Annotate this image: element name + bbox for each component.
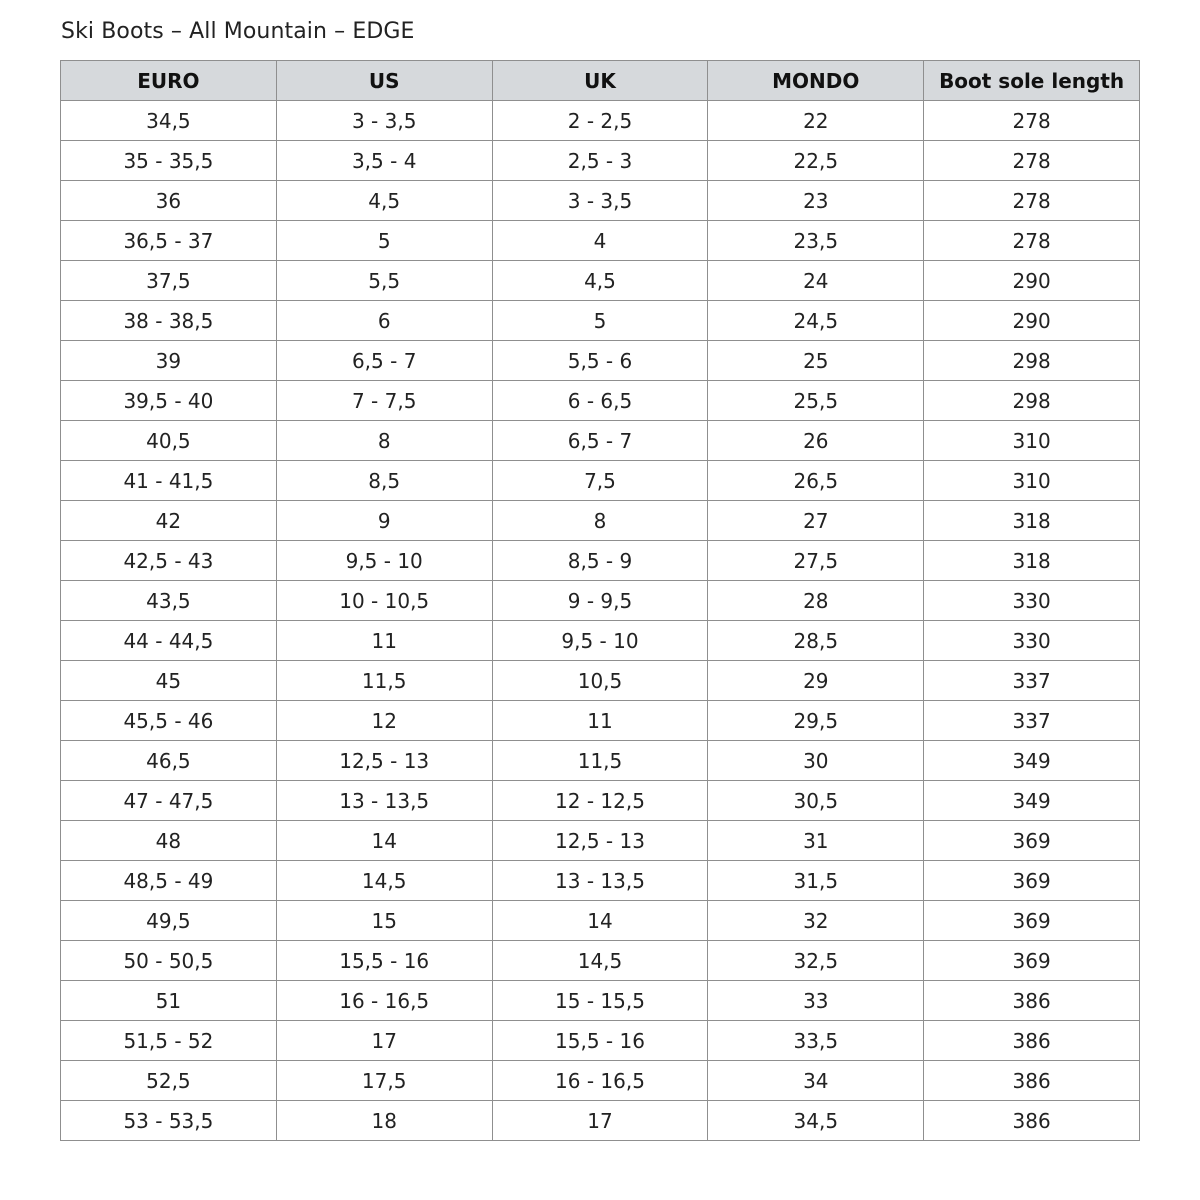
- cell-euro: 50 - 50,5: [61, 941, 277, 981]
- table-row: [61, 181, 1140, 221]
- table-row: [61, 461, 1140, 501]
- cell-us: 7 - 7,5: [276, 381, 492, 421]
- cell-mondo: 24,5: [708, 301, 924, 341]
- table-row: [61, 781, 1140, 821]
- cell-mondo: 34: [708, 1061, 924, 1101]
- cell-mondo: 27: [708, 501, 924, 541]
- table-body: [61, 101, 1140, 1141]
- cell-boot-sole-length: 330: [924, 621, 1140, 661]
- cell-mondo: 30,5: [708, 781, 924, 821]
- cell-us: 10 - 10,5: [276, 581, 492, 621]
- cell-us: 8: [276, 421, 492, 461]
- cell-uk: 2 - 2,5: [492, 101, 708, 141]
- cell-boot-sole-length: 278: [924, 141, 1140, 181]
- table-row: [61, 821, 1140, 861]
- cell-uk: 10,5: [492, 661, 708, 701]
- cell-us: 6,5 - 7: [276, 341, 492, 381]
- header-euro: EURO: [61, 61, 277, 101]
- cell-us: 16 - 16,5: [276, 981, 492, 1021]
- cell-mondo: 27,5: [708, 541, 924, 581]
- cell-euro: 43,5: [61, 581, 277, 621]
- cell-boot-sole-length: 318: [924, 501, 1140, 541]
- cell-boot-sole-length: 298: [924, 341, 1140, 381]
- cell-boot-sole-length: 318: [924, 541, 1140, 581]
- cell-euro: 42,5 - 43: [61, 541, 277, 581]
- cell-uk: 11: [492, 701, 708, 741]
- cell-mondo: 30: [708, 741, 924, 781]
- cell-euro: 53 - 53,5: [61, 1101, 277, 1141]
- header-row: [61, 61, 1140, 101]
- cell-euro: 46,5: [61, 741, 277, 781]
- cell-uk: 9,5 - 10: [492, 621, 708, 661]
- cell-us: 3,5 - 4: [276, 141, 492, 181]
- cell-us: 3 - 3,5: [276, 101, 492, 141]
- cell-us: 13 - 13,5: [276, 781, 492, 821]
- cell-euro: 52,5: [61, 1061, 277, 1101]
- cell-uk: 11,5: [492, 741, 708, 781]
- cell-mondo: 31,5: [708, 861, 924, 901]
- cell-us: 18: [276, 1101, 492, 1141]
- cell-uk: 14,5: [492, 941, 708, 981]
- cell-boot-sole-length: 278: [924, 101, 1140, 141]
- cell-mondo: 29: [708, 661, 924, 701]
- table-row: [61, 1061, 1140, 1101]
- cell-us: 14,5: [276, 861, 492, 901]
- cell-euro: 47 - 47,5: [61, 781, 277, 821]
- cell-euro: 34,5: [61, 101, 277, 141]
- cell-mondo: 33: [708, 981, 924, 1021]
- cell-uk: 6 - 6,5: [492, 381, 708, 421]
- table-header: [61, 61, 1140, 101]
- cell-euro: 39,5 - 40: [61, 381, 277, 421]
- table-row: [61, 381, 1140, 421]
- cell-uk: 12,5 - 13: [492, 821, 708, 861]
- table-row: [61, 501, 1140, 541]
- header-uk: UK: [492, 61, 708, 101]
- table-row: [61, 1021, 1140, 1061]
- cell-uk: 13 - 13,5: [492, 861, 708, 901]
- cell-us: 15,5 - 16: [276, 941, 492, 981]
- cell-us: 12,5 - 13: [276, 741, 492, 781]
- cell-boot-sole-length: 278: [924, 181, 1140, 221]
- table-row: [61, 861, 1140, 901]
- cell-us: 5,5: [276, 261, 492, 301]
- cell-euro: 37,5: [61, 261, 277, 301]
- cell-uk: 5,5 - 6: [492, 341, 708, 381]
- cell-uk: 8,5 - 9: [492, 541, 708, 581]
- cell-boot-sole-length: 369: [924, 901, 1140, 941]
- cell-euro: 40,5: [61, 421, 277, 461]
- table-row: [61, 261, 1140, 301]
- header-mondo: MONDO: [708, 61, 924, 101]
- header-us: US: [276, 61, 492, 101]
- cell-boot-sole-length: 298: [924, 381, 1140, 421]
- cell-boot-sole-length: 369: [924, 821, 1140, 861]
- cell-mondo: 33,5: [708, 1021, 924, 1061]
- cell-us: 4,5: [276, 181, 492, 221]
- cell-us: 11: [276, 621, 492, 661]
- cell-mondo: 26,5: [708, 461, 924, 501]
- cell-mondo: 24: [708, 261, 924, 301]
- cell-us: 12: [276, 701, 492, 741]
- cell-boot-sole-length: 386: [924, 1061, 1140, 1101]
- table-row: [61, 981, 1140, 1021]
- cell-uk: 6,5 - 7: [492, 421, 708, 461]
- cell-us: 14: [276, 821, 492, 861]
- table-row: [61, 541, 1140, 581]
- cell-mondo: 31: [708, 821, 924, 861]
- cell-euro: 48,5 - 49: [61, 861, 277, 901]
- header-boot-sole-length: Boot sole length: [924, 61, 1140, 101]
- page-title: Ski Boots – All Mountain – EDGE: [61, 19, 415, 44]
- cell-mondo: 28: [708, 581, 924, 621]
- cell-uk: 4,5: [492, 261, 708, 301]
- cell-mondo: 29,5: [708, 701, 924, 741]
- cell-euro: 51,5 - 52: [61, 1021, 277, 1061]
- table-row: [61, 901, 1140, 941]
- cell-boot-sole-length: 369: [924, 861, 1140, 901]
- cell-us: 9: [276, 501, 492, 541]
- size-chart-table: [60, 60, 1140, 1141]
- cell-us: 17,5: [276, 1061, 492, 1101]
- cell-us: 6: [276, 301, 492, 341]
- cell-mondo: 32,5: [708, 941, 924, 981]
- cell-mondo: 23,5: [708, 221, 924, 261]
- cell-euro: 49,5: [61, 901, 277, 941]
- table-row: [61, 341, 1140, 381]
- cell-boot-sole-length: 349: [924, 781, 1140, 821]
- cell-uk: 12 - 12,5: [492, 781, 708, 821]
- cell-uk: 16 - 16,5: [492, 1061, 708, 1101]
- cell-boot-sole-length: 278: [924, 221, 1140, 261]
- cell-mondo: 25,5: [708, 381, 924, 421]
- cell-boot-sole-length: 369: [924, 941, 1140, 981]
- table-row: [61, 1101, 1140, 1141]
- cell-uk: 17: [492, 1101, 708, 1141]
- cell-euro: 36,5 - 37: [61, 221, 277, 261]
- table-row: [61, 621, 1140, 661]
- cell-euro: 41 - 41,5: [61, 461, 277, 501]
- cell-uk: 5: [492, 301, 708, 341]
- cell-euro: 35 - 35,5: [61, 141, 277, 181]
- cell-uk: 14: [492, 901, 708, 941]
- table-row: [61, 101, 1140, 141]
- table-row: [61, 141, 1140, 181]
- cell-uk: 4: [492, 221, 708, 261]
- cell-us: 11,5: [276, 661, 492, 701]
- cell-uk: 15,5 - 16: [492, 1021, 708, 1061]
- cell-euro: 48: [61, 821, 277, 861]
- cell-boot-sole-length: 337: [924, 701, 1140, 741]
- cell-uk: 15 - 15,5: [492, 981, 708, 1021]
- cell-boot-sole-length: 290: [924, 301, 1140, 341]
- cell-us: 15: [276, 901, 492, 941]
- cell-uk: 3 - 3,5: [492, 181, 708, 221]
- table-row: [61, 301, 1140, 341]
- cell-mondo: 22,5: [708, 141, 924, 181]
- table-row: [61, 701, 1140, 741]
- cell-euro: 36: [61, 181, 277, 221]
- cell-mondo: 32: [708, 901, 924, 941]
- cell-mondo: 23: [708, 181, 924, 221]
- cell-mondo: 25: [708, 341, 924, 381]
- cell-boot-sole-length: 386: [924, 981, 1140, 1021]
- cell-uk: 7,5: [492, 461, 708, 501]
- cell-mondo: 22: [708, 101, 924, 141]
- cell-boot-sole-length: 310: [924, 421, 1140, 461]
- cell-mondo: 34,5: [708, 1101, 924, 1141]
- cell-boot-sole-length: 337: [924, 661, 1140, 701]
- cell-euro: 45: [61, 661, 277, 701]
- table-row: [61, 581, 1140, 621]
- cell-uk: 8: [492, 501, 708, 541]
- table-row: [61, 421, 1140, 461]
- cell-euro: 44 - 44,5: [61, 621, 277, 661]
- cell-mondo: 28,5: [708, 621, 924, 661]
- cell-euro: 51: [61, 981, 277, 1021]
- table-row: [61, 661, 1140, 701]
- cell-euro: 38 - 38,5: [61, 301, 277, 341]
- cell-euro: 39: [61, 341, 277, 381]
- cell-boot-sole-length: 310: [924, 461, 1140, 501]
- cell-boot-sole-length: 386: [924, 1021, 1140, 1061]
- cell-us: 8,5: [276, 461, 492, 501]
- cell-uk: 2,5 - 3: [492, 141, 708, 181]
- cell-boot-sole-length: 290: [924, 261, 1140, 301]
- cell-boot-sole-length: 349: [924, 741, 1140, 781]
- cell-us: 5: [276, 221, 492, 261]
- cell-euro: 45,5 - 46: [61, 701, 277, 741]
- table-row: [61, 221, 1140, 261]
- cell-boot-sole-length: 330: [924, 581, 1140, 621]
- cell-boot-sole-length: 386: [924, 1101, 1140, 1141]
- cell-us: 9,5 - 10: [276, 541, 492, 581]
- table-row: [61, 741, 1140, 781]
- cell-us: 17: [276, 1021, 492, 1061]
- table-row: [61, 941, 1140, 981]
- cell-uk: 9 - 9,5: [492, 581, 708, 621]
- cell-mondo: 26: [708, 421, 924, 461]
- cell-euro: 42: [61, 501, 277, 541]
